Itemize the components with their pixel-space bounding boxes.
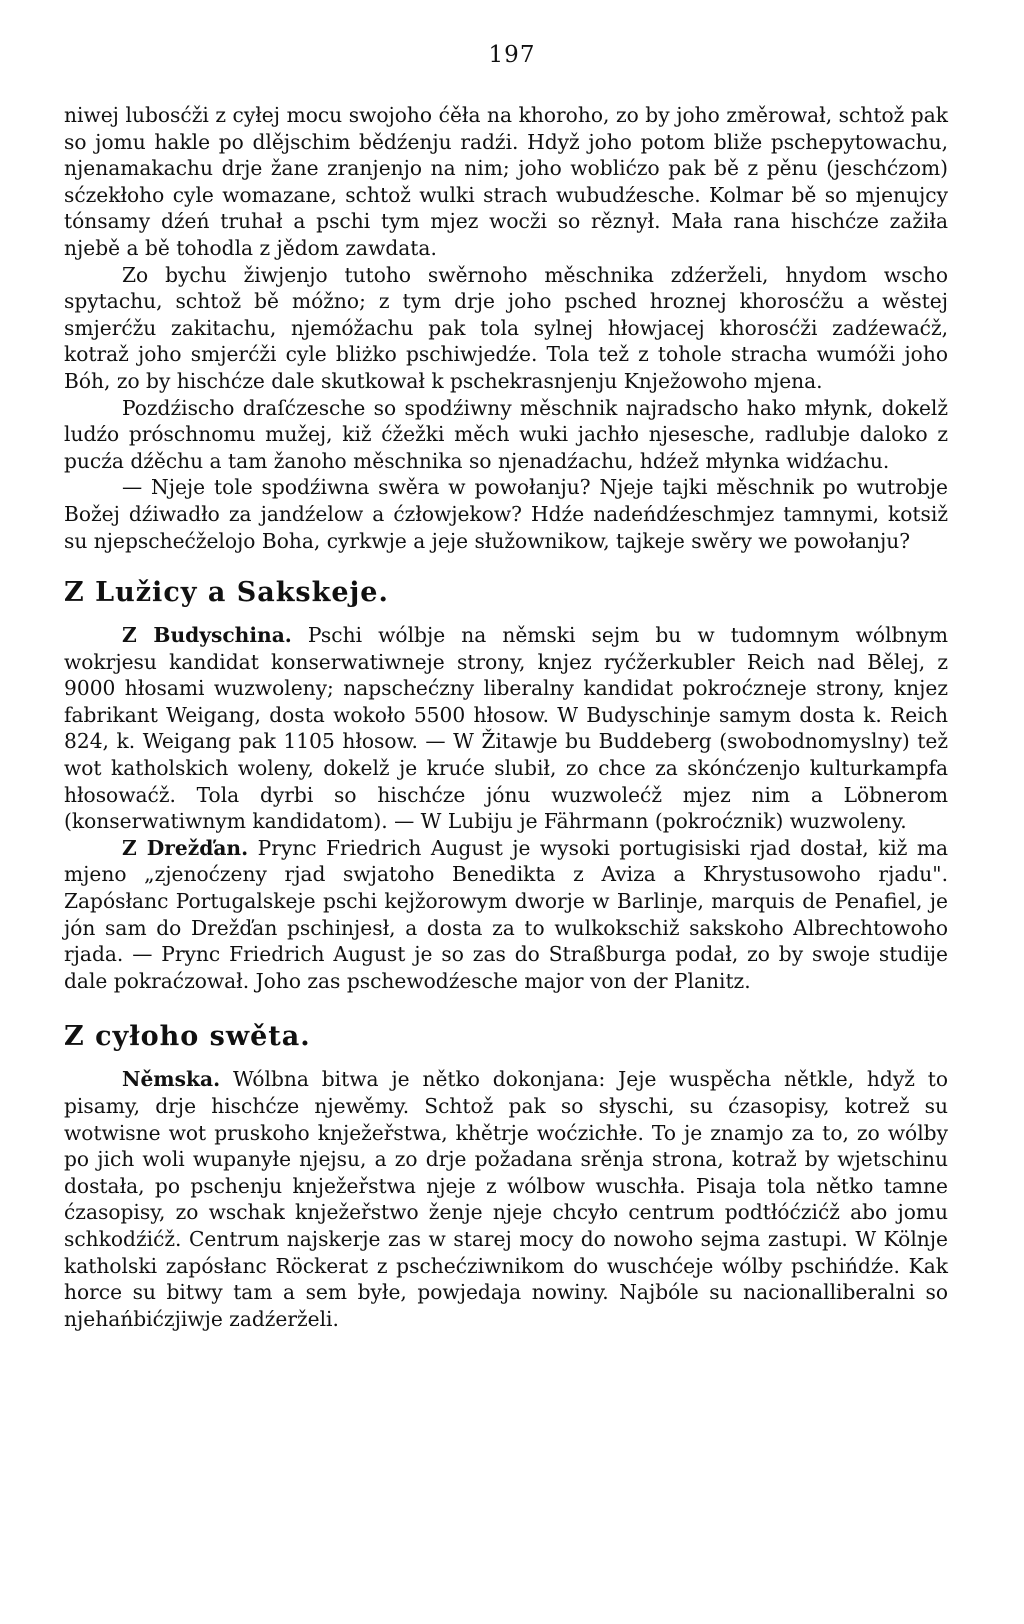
page-number: 197 [488,42,536,68]
news-text-nemska: Wólbna bitwa je nětko dokonjana: Jeje wuspěcha nětkle, hdyž to pisamy, drje hischćze njewěmy. Schtož pak so słyschi, su ćzasopisy, kotrež su wotwisne wot pruskoho knježeřstwa, khětrje woćzichłe. To je znamjo za to, zo wólby po jich woli wupanyłe njejsu, a zo drje požadana srěnja strona, kotraž by wjetschinu dostała, po pschenju knježeřstwa njeje z wólbow wuschła. Pisaja tola nětko tamne ćzasopisy, zo wschak knježeřstwo ženje njeje chcyło centrum podtłóćzićž abo jomu schkodźićž. Centrum najskerje zas w starej mocy do nowoho sejma zastupi. W Kölnje katholski zapósłanc Röckerat z pschećziwnikom do wuschćeje wólby pschińdźe. Kak horce su bitwy tam a sem byłe, powjedaja nowiny. Najbóle su nacionalliberalni so njehańbićzjiwje zadźerželi. [64,1067,948,1331]
news-lead-budyschin: Z Budyschina. [122,623,292,648]
paragraph-3: Pozdźischo draſćzesche so spodźiwny měschnik najradscho hako młynk, dokelž ludźo próschnomu mužej, kiž ćžežki měch wuki jachło njesesche, radlubje daloko z pucźa dźěchu a tam žanoho měschnika so njenadźachu, hdźež młynka widźachu. [64,395,948,473]
section-heading-world: Z cyłoho swěta. [64,1021,311,1053]
news-drezdan [64,835,948,995]
news-lead-nemska: Němska. [122,1067,221,1092]
section-heading-lusatia: Z Lužicy a Sakskeje. [64,577,389,609]
news-lead-drezdan: Z Drežďan. [122,835,249,860]
paragraph-1: niwej lubosćži z cyłej mocu swojoho ćěła na khoroho, zo by joho změrował, schtož pak so jomu hakle po dlějschim bědźenju radźi. Hdyž joho potom bliže pschepytowachu, njenamakachu drje žane zranjenjo na nim; joho woblićzo pak bě z pěnu (jeschćzom) sćzekłoho cyle womazane, schtož wulki strach wubudźesche. Kolmar bě so mjenujcy tónsamy dźeń truhał a pschi tym mjez wocži so rěznył. Mała rana hischćze zažiła njebě a bě tohodla z jědom zawdata. [64,103,948,260]
paragraph-4: — Njeje tole spodźiwna swěra w powołanju? Njeje tajki měschnik po wutrobje Božej dźiwadło za jandźelow a ćzłowjekow? Hdźe nadeńdźeschmjez tamnymi, kotsiž su njepschećželojo Boha, cyrkwje a jeje słužownikow, tajkeje swěry we powołanju? [64,475,948,553]
news-text-drezdan: Prync Friedrich August je wysoki portugisiski rjad dostał, kiž ma mjeno „zjenoćzeny rjad swjatoho Benedikta z Aviza a Khrystusowoho rjadu". Zapósłanc Portugalskeje pschi kejžorowym dworje w Barlinje, marquis de Penafiel, je jón sam do Drežďan pschinjesł, a dosta za to wulkokschiž sakskoho Albrechtowoho rjada. — Prync Friedrich August je so zas do Straßburga podał, zo by swoje studije dale pokraćzował. Joho zas pschewodźesche major von der Planitz. [64,835,949,993]
news-text-budyschin: Pschi wólbje na němski sejm bu w tudomnym wólbnym wokrjesu kandidat konserwatiwneje strony, knjez ryćžerkubler Reich nad Bělej, z 9000 hłosami wuzwoleny; napschećzny liberalny kandidat pokroćzneje strony, knjez fabrikant Weigang, dosta wokoło 5500 hłosow. W Budyschinje samym dosta k. Reich 824, k. Weigang pak 1105 hłosow. — W Žitawje bu Buddeberg (swobodnomyslny) tež wot katholskich woleny, dokelž je kruće slubił, zo chce za skónćzenjo kulturkampfa hłosowaćž. Tola dyrbi so hischćze jónu wuzwolećž mjez nim a Löbnerom (konserwatiwnym kandidatom). — W Lubiju je Fährmann (pokroćznik) wuzwoleny. [64,623,949,834]
news-budyschin [64,622,948,835]
body-text [64,102,948,1332]
paragraph-2: Zo bychu žiwjenjo tutoho swěrnoho měschnika zdźerželi, hnydom wscho spytachu, schtož bě móžno; z tym drje joho psched hroznej khorosćžu a wěstej smjerćžu zakitachu, njemóžachu pak tola sylnej hłowjacej khorosćži zadźewaćž, kotraž joho smjerćži cyle bliżko pschiwjedźe. Tola tež z tohole stracha wumóži joho Bóh, zo by hischćze dale skutkował k pschekrasnjenju Knježowoho mjena. [64,262,948,393]
news-nemska [64,1066,948,1332]
